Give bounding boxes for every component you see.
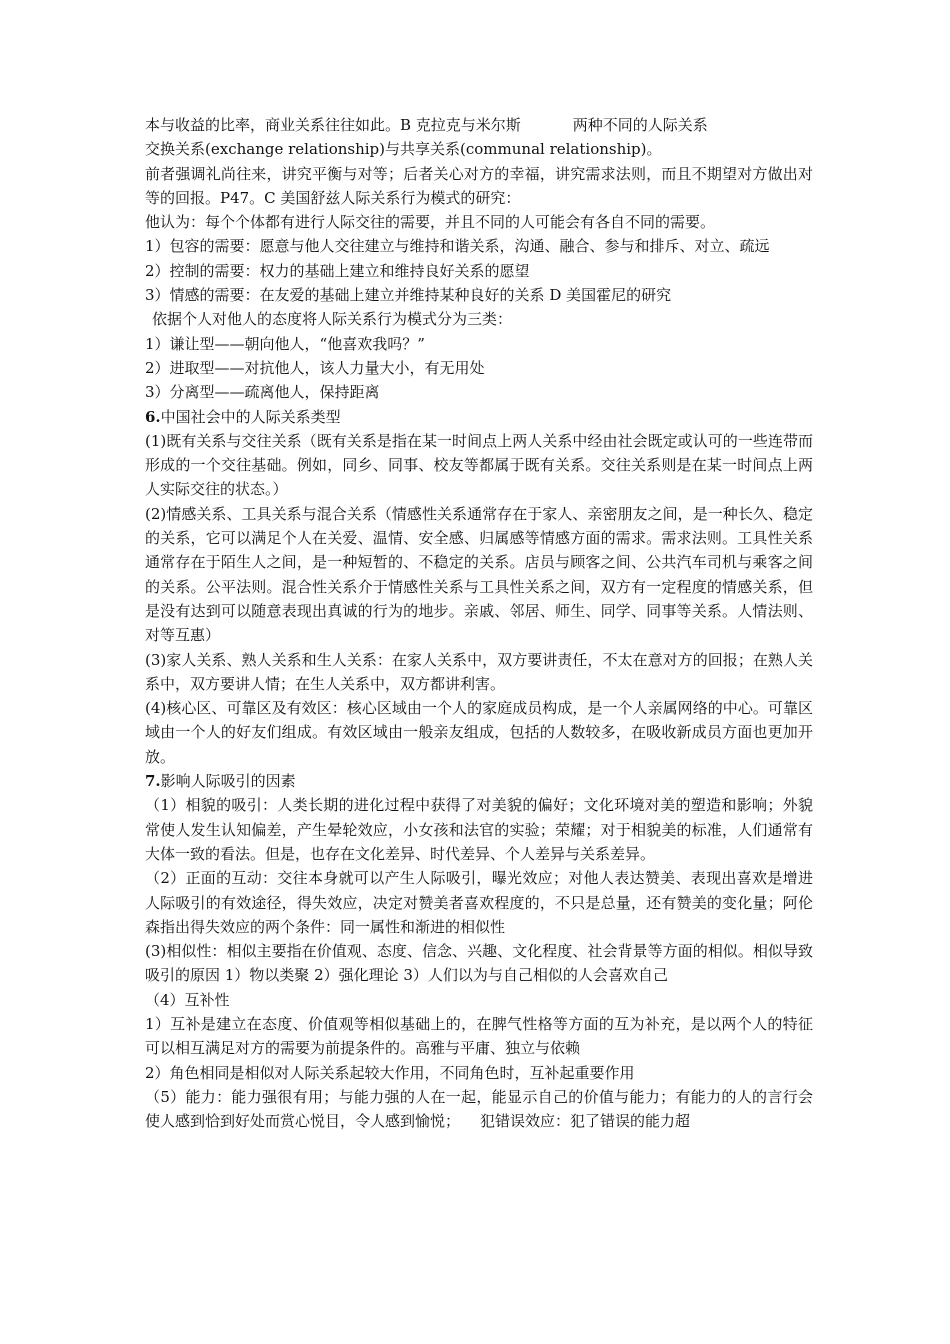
paragraph-exchange-intro <box>145 113 813 137</box>
list-item-control: 2）控制的需要：权力的基础上建立和维持良好关系的愿望 <box>145 261 530 280</box>
section-heading-7 <box>145 769 813 793</box>
paragraph-tail: 两种不同的人际关系 <box>572 116 708 134</box>
paragraph-positive-interaction: （2）正面的互动：交往本身就可以产生人际吸引，曝光效应；对他人表达赞美、表现出喜欢是增进人际吸引的有效途径，得失效应，决定对赞美者喜欢程度的，不只是总量，还有赞美的变化量；阿伦森指出得失效应的两个条件：同一属性和渐进的相似性 <box>145 869 813 936</box>
section-title: 影响人际吸引的因素 <box>160 772 296 791</box>
list-item-complementarity-1: 1）互补是建立在态度、价值观等相似基础上的，在脾气性格等方面的互为补充，是以两个人的特征可以相互满足对方的需要为前提条件的。高雅与平庸、独立与依赖 <box>145 1014 813 1058</box>
paragraph-emotional-relations: (2)情感关系、工具关系与混合关系（情感性关系通常存在于家人、亲密朋友之间，是一种长久、稳定的关系，它可以满足个人在关爱、温情、安全感、归属感等情感方面的需求。需求法则。工具性关系通常存在于陌生人之间，是一种短暂的、不稳定的关系。店员与顾客之间、公共汽车司机与乘客之间的关系。公平法则。混合性关系介于情感性关系与工具性关系之间，双方有一定程度的情感关系，但是没有达到可以随意表现出真诚的行为的地步。亲戚、邻居、师生、同学、同事等关系。人情法则、对等互惠） <box>145 504 813 645</box>
list-item-complementarity-2: 2）角色相同是相似对人际关系起较大作用，不同角色时，互补起重要作用 <box>145 1063 635 1082</box>
section-number: 7. <box>145 772 161 791</box>
paragraph-text: 本与收益的比率，商业关系往往如此。B 克拉克与米尔斯 <box>145 116 521 134</box>
section-number: 6. <box>145 407 161 426</box>
document-page <box>145 113 813 1133</box>
paragraph-core-zone: (4)核心区、可靠区及有效区：核心区域由一个人的家庭成员构成，是一个人亲属网络的中心。可靠区域由一个人的好友们组成。有效区域由一般亲友组成，包括的人数较多，在吸收新成员方面也更加开放。 <box>145 699 813 766</box>
paragraph-similarity: (3)相似性：相似主要指在价值观、态度、信念、兴趣、文化程度、社会背景等方面的相似。相似导致吸引的原因 1）物以类聚 2）强化理论 3）人们以为与自己相似的人会喜欢自己 <box>145 942 813 985</box>
paragraph-appearance: （1）相貌的吸引：人类长期的进化过程中获得了对美貌的偏好；文化环境对美的塑造和影响；外貌常使人发生认知偏差，产生晕轮效应，小女孩和法官的实验；荣耀；对于相貌美的标准，人们通常有大体一致的看法。但是，也存在文化差异、时代差异、个人差异与关系差异。 <box>145 796 813 863</box>
paragraph-horney-intro: 依据个人对他人的态度将人际关系行为模式分为三类： <box>152 310 513 329</box>
paragraph-ability <box>145 1085 813 1134</box>
paragraph-complementarity-title: （4）互补性 <box>145 990 230 1009</box>
list-item-inclusion: 1）包容的需要：愿意与他人交往建立与维持和谐关系，沟通、融合、参与和排斥、对立、疏远 <box>145 237 770 256</box>
list-item-aggressive: 2）进取型——对抗他人，该人力量大小，有无用处 <box>145 358 485 377</box>
paragraph-existing-relations: (1)既有关系与交往关系（既有关系是指在某一时间点上两人关系中经由社会既定或认可的一些连带而形成的一个交往基础。例如，同乡、同事、校友等都属于既有关系。交往关系则是在某一时间点上两人实际交往的状态。） <box>145 431 813 499</box>
list-item-detached: 3）分离型——疏离他人，保持距离 <box>145 383 380 402</box>
section-title: 中国社会中的人际关系类型 <box>160 407 341 426</box>
paragraph-family-relations: (3)家人关系、熟人关系和生人关系：在家人关系中，双方要讲责任，不太在意对方的回报；在熟人关系中，双方要讲人情；在生人关系中，双方都讲利害。 <box>145 650 813 693</box>
paragraph-exchange-types: 交换关系(exchange relationship)与共享关系(communal relationship)。 <box>145 140 662 159</box>
paragraph-tail: 犯错误效应：犯了错误的能力超 <box>480 1112 691 1131</box>
paragraph-schutz-view: 他认为：每个个体都有进行人际交往的需要，并且不同的人可能会有各自不同的需要。 <box>145 213 716 232</box>
list-item-compliant: 1）谦让型——朝向他人，“他喜欢我吗？” <box>145 334 425 353</box>
paragraph-text: （5）能力：能力强很有用；与能力强的人在一起，能显示自己的价值与能力；有能力的人的言行会使人感到恰到好处而赏心悦目，令人感到愉悦； <box>145 1087 813 1131</box>
paragraph-exchange-contrast: 前者强调礼尚往来，讲究平衡与对等；后者关心对方的幸福，讲究需求法则，而且不期望对方做出对等的回报。P47。C 美国舒兹人际关系行为模式的研究： <box>145 164 813 207</box>
section-heading-6 <box>145 405 813 429</box>
list-item-affection: 3）情感的需要：在友爱的基础上建立并维持某种良好的关系 D 美国霍尼的研究 <box>145 286 672 305</box>
